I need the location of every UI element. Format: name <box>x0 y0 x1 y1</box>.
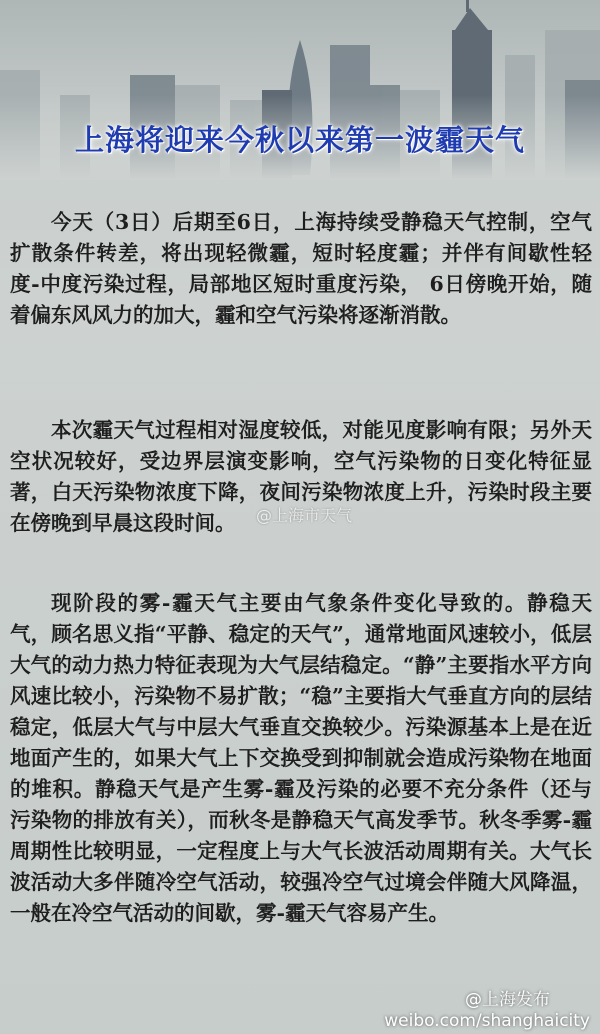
watermark-url: weibo.com/shanghaicity <box>384 1011 590 1031</box>
paragraph-2: 本次霾天气过程相对湿度较低，对能见度影响有限；另外天空状况较好，受边界层演变影响，空气污染物的日变化特征显著，白天污染物浓度下降，夜间污染物浓度上升，污染时段主要在傍晚到早晨这段时间。 <box>10 417 592 535</box>
watermark-middle: @上海市天气 <box>256 506 353 525</box>
article-title: 上海将迎来今秋以来第一波霾天气 <box>74 123 525 157</box>
paragraph-3: 现阶段的雾-霾天气主要由气象条件变化导致的。静稳天气，顾名思义指“平静、稳定的天气”，通常地面风速较小，低层大气的动力热力特征表现为大气层结稳定。“静”主要指水平方向风速比较小，污染物不易扩散；“稳”主要指大气垂直方向的层结稳定，低层大气与中层大气垂直交换较少。污染源基本上是在近地面产生的，如果大气上下交换受到抑制就会造成污染物在地面的堆积。静稳天气是产生雾-霾及污染的必要不充分条件（还与污染物的排放有关），而秋冬是静稳天气高发季节。秋冬季雾-霾周期性比较明显，一定程度上与大气长波活动周期有关。大气长波活动大多伴随冷空气活动，较强冷空气过境会伴随大风降温，一般在冷空气活动的间歇，雾-霾天气容易产生。 <box>10 590 592 925</box>
watermark-account: @上海发布 <box>465 990 550 1010</box>
watermark-bottom <box>384 990 590 1032</box>
paragraph-1: 今天（3日）后期至6日，上海持续受静稳天气控制，空气扩散条件转差，将出现轻微霾，短时轻度霾；并伴有间歇性轻度-中度污染过程，局部地区短时重度污染， 6日傍晚开始，随着偏东风风力的加大，霾和空气污染将逐渐消散。 <box>10 209 592 327</box>
